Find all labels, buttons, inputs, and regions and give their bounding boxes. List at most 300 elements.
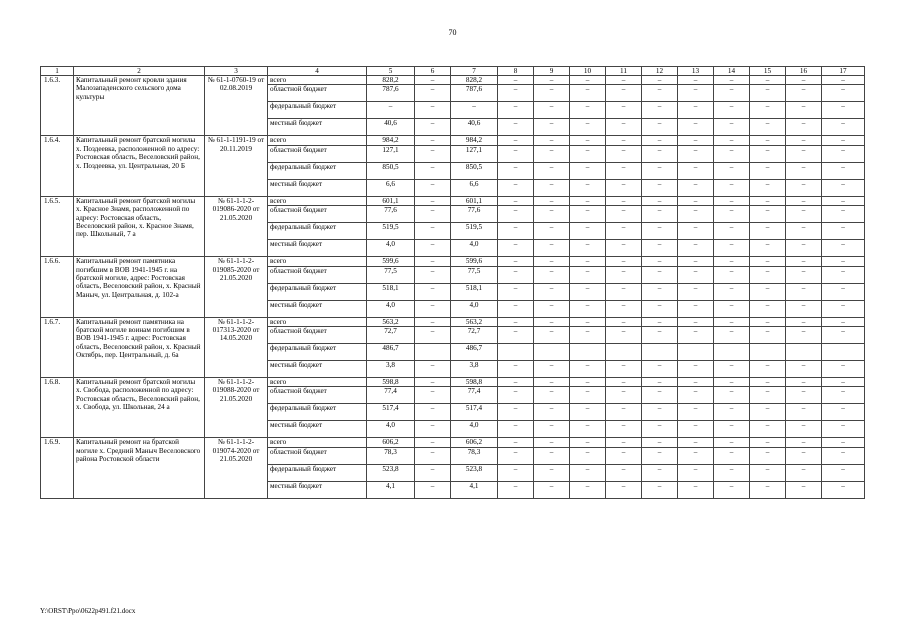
value-cell-10: – [570,102,606,119]
value-cell-12: – [642,464,678,481]
funding-source: местный бюджет [268,481,367,498]
value-cell-v6 [415,344,451,361]
item-number: 1.6.4. [41,136,74,196]
value-cell-14: – [714,76,750,85]
value-cell-14: – [714,196,750,205]
value-cell-v5: 40,6 [367,119,415,136]
item-document: № 61-1-1-2-019086-2020 от 21.05.2020 [205,196,268,256]
value-cell-v7: 517,4 [451,404,498,421]
funding-source: федеральный бюджет [268,464,367,481]
value-cell-14: – [714,378,750,387]
value-cell-v6: – [415,438,451,447]
value-cell-17: – [822,327,865,344]
value-cell-15: – [750,257,786,266]
value-cell-13: – [678,404,714,421]
value-cell-12: – [642,317,678,326]
value-cell-v6: – [415,257,451,266]
value-cell-13: – [678,481,714,498]
value-cell-11: – [606,464,642,481]
value-cell-8: – [498,76,534,85]
item-name: Капитальный ремонт братской могилы х. Свобода, расположенной по адресу: Ростовская область, Веселовский район, х. Свобода, ул. Школьная, 24 а [74,378,205,438]
value-cell-16: – [786,136,822,145]
column-header: 2 [74,67,205,76]
value-cell-9: – [534,145,570,162]
value-cell-v6: – [415,266,451,283]
value-cell-8: – [498,300,534,317]
value-cell-17: – [822,361,865,378]
value-cell-17: – [822,378,865,387]
value-cell-14: – [714,300,750,317]
column-header: 6 [415,67,451,76]
value-cell-12: – [642,136,678,145]
value-cell-v5: 4,1 [367,481,415,498]
value-cell-v7: – [451,102,498,119]
value-cell-13: – [678,438,714,447]
value-cell-9: – [534,327,570,344]
value-cell-10: – [570,162,606,179]
value-cell-8: – [498,317,534,326]
value-cell-v6: – [415,447,451,464]
funding-source: всего [268,378,367,387]
value-cell-13: – [678,179,714,196]
value-cell-13: – [678,85,714,102]
value-cell-11: – [606,317,642,326]
value-cell-11: – [606,196,642,205]
value-cell-17: – [822,283,865,300]
value-cell-v6: – [415,300,451,317]
value-cell-v7: 40,6 [451,119,498,136]
value-cell-v7: 4,1 [451,481,498,498]
value-cell-16: – [786,404,822,421]
value-cell-15: – [750,119,786,136]
value-cell-13: – [678,300,714,317]
value-cell-14: – [714,438,750,447]
value-cell-11: – [606,361,642,378]
value-cell-12: – [642,283,678,300]
value-cell-8: – [498,464,534,481]
value-cell-16: – [786,76,822,85]
value-cell-17: – [822,300,865,317]
value-cell-9: – [534,136,570,145]
value-cell-14: – [714,447,750,464]
value-cell-17: – [822,464,865,481]
value-cell-15: – [750,206,786,223]
funding-source: областной бюджет [268,145,367,162]
value-cell-10: – [570,283,606,300]
value-cell-16: – [786,447,822,464]
value-cell-16: – [786,179,822,196]
value-cell-8: – [498,162,534,179]
value-cell-17: – [822,421,865,438]
value-cell-12: – [642,438,678,447]
value-cell-13: – [678,206,714,223]
value-cell-9: – [534,266,570,283]
table-row [41,136,865,145]
value-cell-v7: 4,0 [451,300,498,317]
value-cell-11: – [606,119,642,136]
value-cell-8: – [498,387,534,404]
value-cell-16: – [786,464,822,481]
value-cell-15: – [750,283,786,300]
value-cell-v6: – [415,240,451,257]
value-cell-8: – [498,481,534,498]
table-row [41,257,865,266]
funding-source: местный бюджет [268,361,367,378]
value-cell-14: – [714,317,750,326]
value-cell-v5: 599,6 [367,257,415,266]
item-number: 1.6.3. [41,76,74,136]
value-cell-14: – [714,119,750,136]
value-cell-13: – [678,447,714,464]
value-cell-17: – [822,119,865,136]
value-cell-13: – [678,387,714,404]
value-cell-9: – [534,447,570,464]
item-name: Капитальный ремонт на братской могиле х. Средний Маныч Веселовского района Ростовской области [74,438,205,498]
value-cell-15: – [750,85,786,102]
value-cell-8: – [498,378,534,387]
value-cell-v6: – [415,481,451,498]
value-cell-v5: 77,6 [367,206,415,223]
value-cell-14: – [714,327,750,344]
value-cell-17: – [822,387,865,404]
value-cell-8: – [498,223,534,240]
value-cell-9: – [534,361,570,378]
value-cell-15: – [750,378,786,387]
value-cell-13: – [678,223,714,240]
value-cell-v5: 518,1 [367,283,415,300]
value-cell-9: – [534,421,570,438]
value-cell-14: – [714,257,750,266]
column-header: 8 [498,67,534,76]
value-cell-v5: 787,6 [367,85,415,102]
value-cell-13: – [678,102,714,119]
value-cell-15: – [750,327,786,344]
value-cell-10: – [570,464,606,481]
funding-source: федеральный бюджет [268,283,367,300]
funding-source: федеральный бюджет [268,404,367,421]
item-document: № 61-1-0760-19 от 02.08.2019 [205,76,268,136]
value-cell-17: – [822,179,865,196]
value-cell-10: – [570,447,606,464]
value-cell-v5: 78,3 [367,447,415,464]
item-name: Капитальный ремонт кровли здания Малозападенского сельского дома культуры [74,76,205,136]
value-cell-v6: – [415,464,451,481]
value-cell-15: – [750,240,786,257]
value-cell-14: – [714,387,750,404]
value-cell-12: – [642,266,678,283]
value-cell-v7: 606,2 [451,438,498,447]
value-cell-11: – [606,257,642,266]
value-cell-v5: 828,2 [367,76,415,85]
value-cell-13: – [678,378,714,387]
value-cell-10: – [570,404,606,421]
value-cell-12: – [642,421,678,438]
value-cell-13: – [678,257,714,266]
value-cell-v7: 563,2 [451,317,498,326]
value-cell-9: – [534,438,570,447]
value-cell-12: – [642,447,678,464]
value-cell-16: – [786,196,822,205]
funding-source: областной бюджет [268,327,367,344]
column-header: 5 [367,67,415,76]
value-cell-17 [822,344,865,361]
value-cell-v5: 72,7 [367,327,415,344]
value-cell-15: – [750,136,786,145]
value-cell-17: – [822,447,865,464]
value-cell-v5: 850,5 [367,162,415,179]
value-cell-11: – [606,447,642,464]
funding-source: всего [268,317,367,326]
value-cell-8: – [498,266,534,283]
value-cell-17: – [822,481,865,498]
value-cell-13: – [678,327,714,344]
value-cell-12 [642,344,678,361]
value-cell-10: – [570,421,606,438]
column-header: 9 [534,67,570,76]
value-cell-9: – [534,102,570,119]
value-cell-10: – [570,378,606,387]
value-cell-v6: – [415,327,451,344]
value-cell-v5: 4,0 [367,300,415,317]
value-cell-11: – [606,179,642,196]
value-cell-11: – [606,266,642,283]
value-cell-16: – [786,162,822,179]
value-cell-9: – [534,240,570,257]
value-cell-11: – [606,240,642,257]
value-cell-10: – [570,119,606,136]
value-cell-10: – [570,145,606,162]
item-number: 1.6.9. [41,438,74,498]
value-cell-v6: – [415,136,451,145]
value-cell-10: – [570,196,606,205]
value-cell-14: – [714,481,750,498]
value-cell-16: – [786,223,822,240]
value-cell-12: – [642,257,678,266]
value-cell-v7: 850,5 [451,162,498,179]
value-cell-16: – [786,206,822,223]
value-cell-11: – [606,387,642,404]
value-cell-8: – [498,179,534,196]
value-cell-13: – [678,162,714,179]
value-cell-v7: 828,2 [451,76,498,85]
value-cell-11 [606,344,642,361]
value-cell-v7: 486,7 [451,344,498,361]
column-header: 11 [606,67,642,76]
funding-source: областной бюджет [268,206,367,223]
value-cell-v6: – [415,387,451,404]
value-cell-16: – [786,102,822,119]
value-cell-8: – [498,327,534,344]
value-cell-14: – [714,223,750,240]
value-cell-17: – [822,102,865,119]
column-header: 16 [786,67,822,76]
value-cell-13: – [678,361,714,378]
value-cell-9: – [534,162,570,179]
value-cell-12: – [642,119,678,136]
value-cell-v6: – [415,145,451,162]
value-cell-8: – [498,257,534,266]
value-cell-v5: 563,2 [367,317,415,326]
value-cell-14 [714,344,750,361]
value-cell-13: – [678,119,714,136]
item-document: № 61-1-1-2-019088-2020 от 21.05.2020 [205,378,268,438]
value-cell-v7: 598,8 [451,378,498,387]
value-cell-9: – [534,481,570,498]
value-cell-8: – [498,438,534,447]
value-cell-13: – [678,76,714,85]
value-cell-10: – [570,361,606,378]
value-cell-v6: – [415,206,451,223]
funding-source: местный бюджет [268,421,367,438]
value-cell-8: – [498,206,534,223]
value-cell-12: – [642,387,678,404]
value-cell-8 [498,344,534,361]
value-cell-10: – [570,266,606,283]
value-cell-16: – [786,421,822,438]
value-cell-v5: 4,0 [367,240,415,257]
value-cell-v5: 4,0 [367,421,415,438]
value-cell-17: – [822,196,865,205]
value-cell-10: – [570,257,606,266]
value-cell-v7: 6,6 [451,179,498,196]
value-cell-v6: – [415,119,451,136]
value-cell-12: – [642,162,678,179]
value-cell-16: – [786,317,822,326]
value-cell-v5: 486,7 [367,344,415,361]
value-cell-12: – [642,404,678,421]
table-row [41,378,865,387]
value-cell-12: – [642,102,678,119]
value-cell-14: – [714,240,750,257]
value-cell-9: – [534,404,570,421]
funding-source: местный бюджет [268,300,367,317]
funding-source: местный бюджет [268,179,367,196]
item-document: № 61-1-1-2-017313-2020 от 14.05.2020 [205,317,268,377]
value-cell-v5: 77,5 [367,266,415,283]
value-cell-11: – [606,76,642,85]
value-cell-16: – [786,327,822,344]
value-cell-14: – [714,283,750,300]
value-cell-9: – [534,196,570,205]
value-cell-15: – [750,102,786,119]
value-cell-14: – [714,206,750,223]
value-cell-14: – [714,361,750,378]
value-cell-8: – [498,283,534,300]
value-cell-v7: 4,0 [451,240,498,257]
funding-source: федеральный бюджет [268,344,367,361]
value-cell-14: – [714,464,750,481]
value-cell-10: – [570,179,606,196]
value-cell-v5: 517,4 [367,404,415,421]
footer-file-path: Y:\ORST\Ppo\0622p491.f21.docx [40,607,136,615]
value-cell-8: – [498,196,534,205]
value-cell-13: – [678,136,714,145]
value-cell-v6: – [415,283,451,300]
value-cell-v7: 599,6 [451,257,498,266]
value-cell-v6: – [415,85,451,102]
value-cell-9: – [534,257,570,266]
value-cell-11: – [606,102,642,119]
funding-source: местный бюджет [268,240,367,257]
value-cell-17: – [822,404,865,421]
value-cell-10: – [570,317,606,326]
value-cell-13: – [678,464,714,481]
value-cell-16: – [786,266,822,283]
value-cell-11: – [606,162,642,179]
value-cell-17: – [822,317,865,326]
value-cell-17: – [822,223,865,240]
value-cell-12: – [642,179,678,196]
funding-source: областной бюджет [268,387,367,404]
item-number: 1.6.8. [41,378,74,438]
item-name: Капитальный ремонт братской могилы х. Поздеевка, расположенной по адресу: Ростовская область, Веселовский район, х. Поздеевка, ул. Центральная, 20 Б [74,136,205,196]
value-cell-17: – [822,257,865,266]
value-cell-9: – [534,85,570,102]
value-cell-11: – [606,438,642,447]
value-cell-10: – [570,300,606,317]
value-cell-v5: 519,5 [367,223,415,240]
value-cell-16: – [786,283,822,300]
value-cell-10: – [570,223,606,240]
value-cell-16: – [786,85,822,102]
value-cell-15 [750,344,786,361]
table-row [41,196,865,205]
page-number: 70 [448,28,457,37]
value-cell-16: – [786,119,822,136]
value-cell-12: – [642,145,678,162]
value-cell-14: – [714,85,750,102]
value-cell-15: – [750,404,786,421]
item-number: 1.6.5. [41,196,74,256]
value-cell-15: – [750,179,786,196]
value-cell-16: – [786,387,822,404]
value-cell-14: – [714,145,750,162]
value-cell-17: – [822,85,865,102]
value-cell-10: – [570,76,606,85]
value-cell-13: – [678,145,714,162]
value-cell-v6: – [415,378,451,387]
value-cell-v6: – [415,404,451,421]
value-cell-9: – [534,300,570,317]
column-header: 10 [570,67,606,76]
value-cell-v5: 127,1 [367,145,415,162]
value-cell-13: – [678,317,714,326]
value-cell-13: – [678,266,714,283]
table-body [41,67,865,499]
value-cell-9: – [534,317,570,326]
value-cell-15: – [750,145,786,162]
value-cell-15: – [750,300,786,317]
value-cell-v5: 598,8 [367,378,415,387]
value-cell-10: – [570,387,606,404]
value-cell-v6: – [415,162,451,179]
value-cell-17: – [822,136,865,145]
value-cell-v5: 984,2 [367,136,415,145]
value-cell-15: – [750,162,786,179]
value-cell-16: – [786,300,822,317]
value-cell-15: – [750,438,786,447]
value-cell-v7: 518,1 [451,283,498,300]
value-cell-15: – [750,464,786,481]
table-row [41,76,865,85]
value-cell-9: – [534,76,570,85]
column-header: 17 [822,67,865,76]
value-cell-v7: 77,5 [451,266,498,283]
value-cell-v5: 606,2 [367,438,415,447]
value-cell-12: – [642,240,678,257]
value-cell-15: – [750,317,786,326]
value-cell-17: – [822,266,865,283]
